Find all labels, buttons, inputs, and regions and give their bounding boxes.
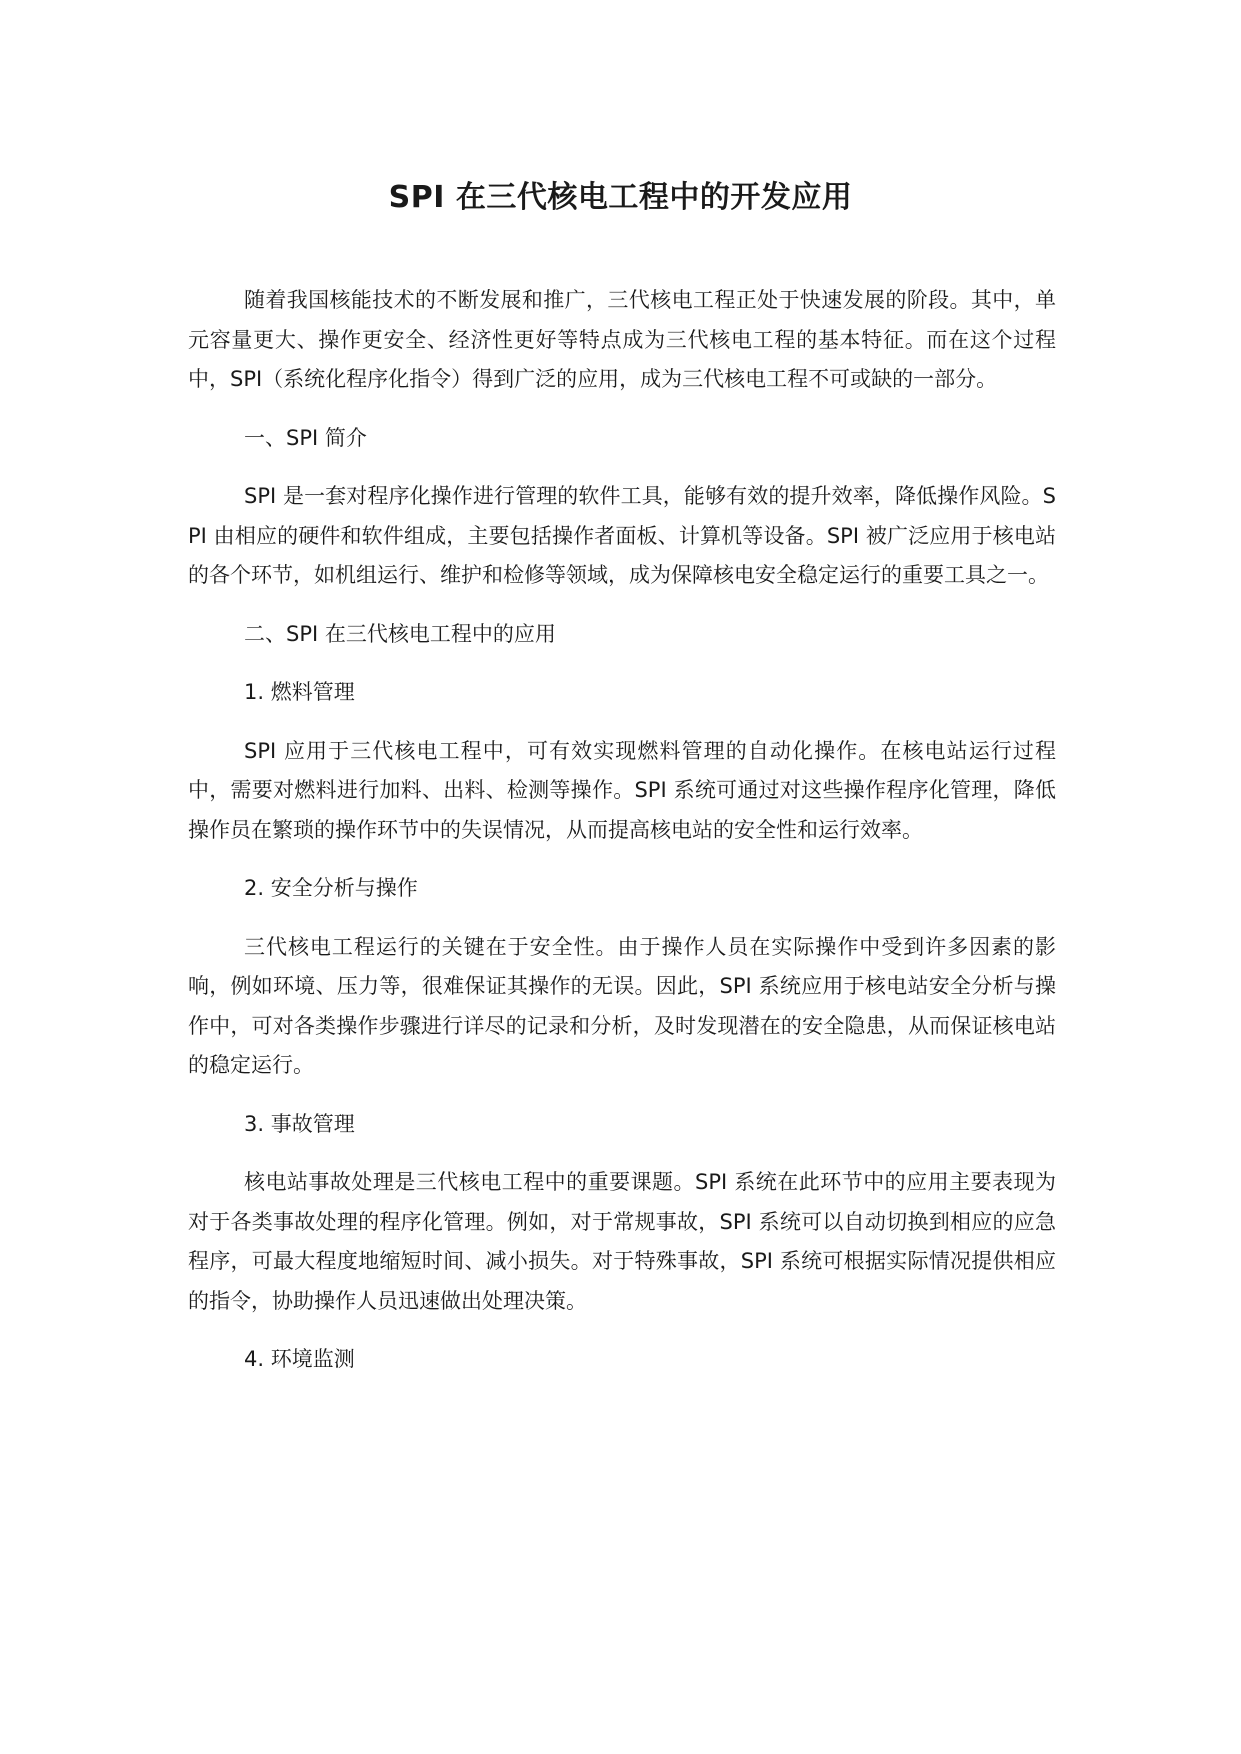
subheading-safety-analysis: 2. 安全分析与操作 bbox=[244, 876, 418, 900]
spi-intro-paragraph: SPI 是一套对程序化操作进行管理的软件工具，能够有效的提升效率，降低操作风险。SPI 由相应的硬件和软件组成，主要包括操作者面板、计算机等设备。SPI 被广泛应用于核电站的各个环节，如机组运行、维护和检修等领域，成为保障核电安全稳定运行的重要工具之一。 bbox=[188, 484, 1056, 587]
section-heading-spi-application: 二、SPI 在三代核电工程中的应用 bbox=[244, 621, 556, 646]
intro-paragraph: 随着我国核能技术的不断发展和推广，三代核电工程正处于快速发展的阶段。其中，单元容量更大、操作更安全、经济性更好等特点成为三代核电工程的基本特征。而在这个过程中，SPI（系统化程序化指令）得到广泛的应用，成为三代核电工程不可或缺的一部分。 bbox=[188, 288, 1056, 391]
document-body bbox=[188, 281, 1056, 1399]
subheading-environment-monitoring: 4. 环境监测 bbox=[244, 1347, 355, 1371]
subheading-accident-management: 3. 事故管理 bbox=[244, 1111, 355, 1136]
subheading-fuel-management: 1. 燃料管理 bbox=[244, 680, 355, 704]
safety-analysis-paragraph: 三代核电工程运行的关键在于安全性。由于操作人员在实际操作中受到许多因素的影响，例如环境、压力等，很难保证其操作的无误。因此，SPI 系统应用于核电站安全分析与操作中，可对各类操作步骤进行详尽的记录和分析，及时发现潜在的安全隐患，从而保证核电站的稳定运行。 bbox=[188, 934, 1056, 1077]
accident-management-paragraph: 核电站事故处理是三代核电工程中的重要课题。SPI 系统在此环节中的应用主要表现为对于各类事故处理的程序化管理。例如，对于常规事故，SPI 系统可以自动切换到相应的应急程序，可最大程度地缩短时间、减小损失。对于特殊事故，SPI 系统可根据实际情况提供相应的指令，协助操作人员迅速做出处理决策。 bbox=[188, 1170, 1056, 1313]
document-title: SPI 在三代核电工程中的开发应用 bbox=[388, 180, 853, 215]
fuel-management-paragraph: SPI 应用于三代核电工程中，可有效实现燃料管理的自动化操作。在核电站运行过程中，需要对燃料进行加料、出料、检测等操作。SPI 系统可通过对这些操作程序化管理，降低操作员在繁琐的操作环节中的失误情况，从而提高核电站的安全性和运行效率。 bbox=[188, 738, 1056, 842]
section-heading-spi-intro: 一、SPI 简介 bbox=[244, 425, 367, 450]
